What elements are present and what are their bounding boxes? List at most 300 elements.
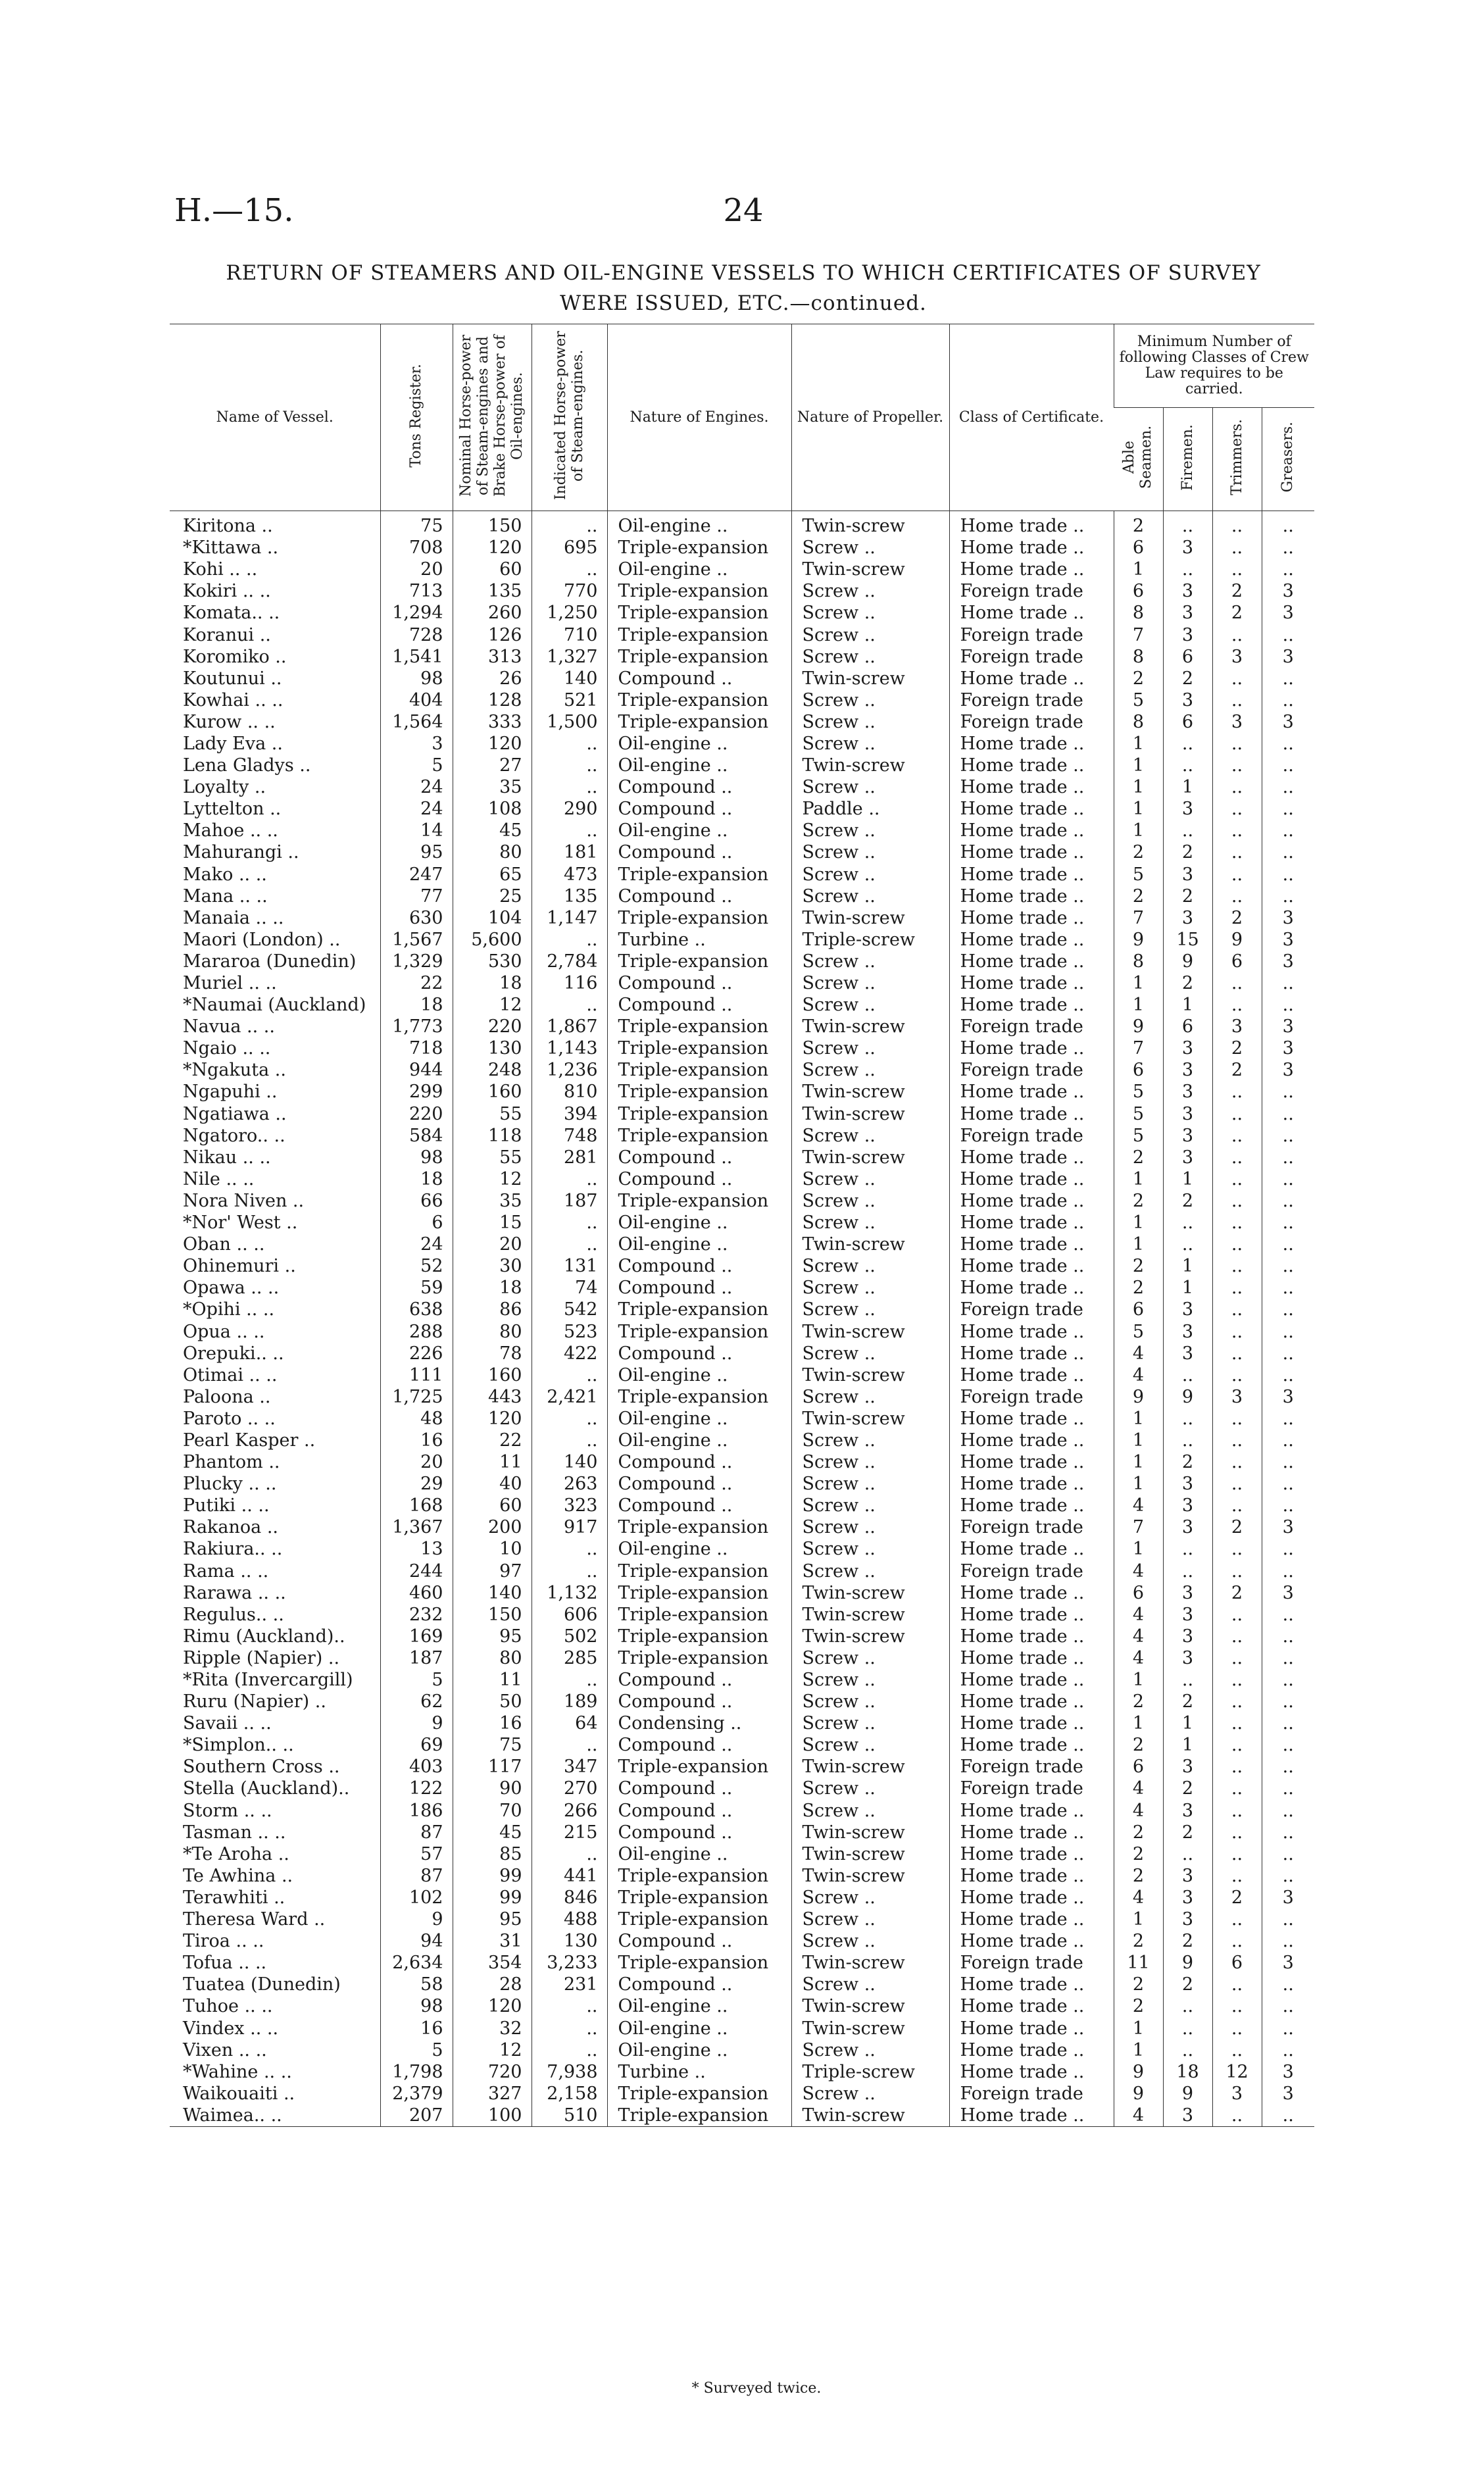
propeller-type-cell: Screw .. [791,1473,949,1495]
nominal-hp-cell: 12 [453,1168,532,1190]
indicated-hp-cell: 74 [532,1277,607,1299]
table-row [170,1734,1314,1756]
indicated-hp-cell: 917 [532,1516,607,1538]
able-seamen-cell: 4 [1114,1560,1163,1582]
nominal-hp-cell: 130 [453,1037,532,1059]
indicated-hp-cell: .. [532,820,607,841]
certificate-class-cell: Home trade .. [949,1930,1114,1952]
trimmers-cell: .. [1212,1190,1262,1212]
engine-type-cell: Compound .. [607,776,791,798]
trimmers-cell: .. [1212,1560,1262,1582]
certificate-class-cell: Home trade .. [949,1909,1114,1930]
propeller-type-cell: Screw .. [791,1909,949,1930]
trimmers-cell: .. [1212,1909,1262,1930]
tons-register-cell: 1,798 [380,2061,453,2083]
greasers-cell: 3 [1262,1386,1314,1408]
nominal-hp-cell: 120 [453,537,532,559]
propeller-type-cell: Paddle .. [791,798,949,820]
greasers-cell: .. [1262,886,1314,907]
tons-register-cell: 98 [380,668,453,689]
certificate-class-cell: Home trade .. [949,1712,1114,1734]
certificate-class-cell: Home trade .. [949,1734,1114,1756]
trimmers-cell: .. [1212,972,1262,994]
propeller-type-cell: Screw .. [791,1190,949,1212]
certificate-class-cell: Home trade .. [949,2039,1114,2061]
able-seamen-cell: 4 [1114,1626,1163,1647]
table-row [170,1495,1314,1516]
nominal-hp-cell: 80 [453,1647,532,1669]
table-row [170,1865,1314,1887]
able-seamen-cell: 5 [1114,1320,1163,1342]
trimmers-cell: .. [1212,1843,1262,1865]
trimmers-cell: .. [1212,755,1262,776]
engine-type-cell: Triple-expansion [607,1604,791,1626]
greasers-cell: .. [1262,1234,1314,1255]
able-seamen-cell: 7 [1114,1037,1163,1059]
table-row [170,820,1314,841]
nominal-hp-cell: 150 [453,1604,532,1626]
indicated-hp-cell: 510 [532,2105,607,2127]
greasers-cell: .. [1262,1691,1314,1712]
certificate-class-cell: Home trade .. [949,1430,1114,1451]
table-row [170,1277,1314,1299]
greasers-cell: 3 [1262,2083,1314,2105]
able-seamen-cell: 1 [1114,820,1163,841]
table-row [170,1843,1314,1865]
tons-register-cell: 13 [380,1538,453,1560]
tons-register-cell: 66 [380,1190,453,1212]
greasers-cell: .. [1262,1190,1314,1212]
trimmers-cell: 2 [1212,1582,1262,1604]
nominal-hp-cell: 20 [453,1234,532,1255]
firemen-cell: 3 [1163,1320,1212,1342]
firemen-cell: 1 [1163,1277,1212,1299]
propeller-type-cell: Screw .. [791,886,949,907]
certificate-class-cell: Home trade .. [949,1364,1114,1386]
vessel-name-cell: Koromiko .. [183,646,287,667]
indicated-hp-cell: .. [532,1408,607,1430]
engine-type-cell: Oil-engine .. [607,1538,791,1560]
greasers-cell: .. [1262,1974,1314,1995]
certificate-class-cell: Home trade .. [949,1843,1114,1865]
indicated-hp-cell: 140 [532,668,607,689]
propeller-type-cell: Screw .. [791,646,949,668]
greasers-cell: 3 [1262,1887,1314,1909]
greasers-cell: 3 [1262,711,1314,733]
firemen-cell: 2 [1163,1822,1212,1843]
greasers-cell: .. [1262,841,1314,863]
able-seamen-cell: 4 [1114,1887,1163,1909]
propeller-type-cell: Screw .. [791,689,949,711]
indicated-hp-cell: 285 [532,1647,607,1669]
indicated-hp-cell: 3,233 [532,1952,607,1974]
certificate-class-cell: Home trade .. [949,994,1114,1016]
nominal-hp-cell: 70 [453,1800,532,1822]
tons-register-cell: 187 [380,1647,453,1669]
able-seamen-cell: 2 [1114,1930,1163,1952]
nominal-hp-cell: 50 [453,1691,532,1712]
engine-type-cell: Compound .. [607,1255,791,1277]
greasers-cell: .. [1262,798,1314,820]
propeller-type-cell: Triple-screw [791,2061,949,2083]
firemen-cell: 15 [1163,929,1212,951]
propeller-type-cell: Screw .. [791,1516,949,1538]
certificate-class-cell: Home trade .. [949,1626,1114,1647]
indicated-hp-cell: 323 [532,1495,607,1516]
table-row [170,1364,1314,1386]
table-header [170,324,1314,511]
propeller-type-cell: Screw .. [791,1691,949,1712]
greasers-cell: .. [1262,511,1314,537]
nominal-hp-cell: 120 [453,733,532,755]
propeller-type-cell: Twin-screw [791,1234,949,1255]
trimmers-cell: 2 [1212,907,1262,929]
table-row [170,841,1314,863]
nominal-hp-cell: 95 [453,1626,532,1647]
firemen-cell: 9 [1163,2083,1212,2105]
tons-register-cell: 69 [380,1734,453,1756]
trimmers-cell: .. [1212,841,1262,863]
indicated-hp-cell: 2,421 [532,1386,607,1408]
tons-register-cell: 20 [380,1451,453,1473]
greasers-cell: 3 [1262,1016,1314,1037]
trimmers-cell: 3 [1212,646,1262,668]
nominal-hp-cell: 25 [453,886,532,907]
certificate-class-cell: Foreign trade [949,1299,1114,1320]
greasers-cell: .. [1262,624,1314,645]
engine-type-cell: Oil-engine .. [607,1430,791,1451]
firemen-cell: 9 [1163,951,1212,972]
indicated-hp-cell: 521 [532,689,607,711]
nominal-hp-cell: 443 [453,1386,532,1408]
tons-register-cell: 713 [380,580,453,602]
vessel-name-cell: Savaii .. .. [183,1713,272,1734]
propeller-type-cell: Screw .. [791,1386,949,1408]
firemen-cell: 9 [1163,1386,1212,1408]
nominal-hp-cell: 26 [453,668,532,689]
vessel-name-cell: Rakiura.. .. [183,1539,283,1560]
propeller-type-cell: Screw .. [791,1930,949,1952]
indicated-hp-cell: .. [532,2039,607,2061]
table-row [170,2017,1314,2039]
engine-type-cell: Compound .. [607,1473,791,1495]
table-row [170,559,1314,580]
trimmers-cell: 6 [1212,951,1262,972]
trimmers-cell: .. [1212,1995,1262,2017]
trimmers-cell: .. [1212,1147,1262,1168]
trimmers-cell: .. [1212,1604,1262,1626]
certificate-class-cell: Foreign trade [949,1059,1114,1081]
propeller-type-cell: Screw .. [791,1538,949,1560]
trimmers-cell: .. [1212,886,1262,907]
propeller-type-cell: Screw .. [791,537,949,559]
able-seamen-cell: 8 [1114,711,1163,733]
indicated-hp-cell: .. [532,1560,607,1582]
trimmers-cell: .. [1212,1626,1262,1647]
nominal-hp-cell: 128 [453,689,532,711]
able-seamen-cell: 2 [1114,841,1163,863]
indicated-hp-cell: .. [532,1843,607,1865]
nominal-hp-cell: 60 [453,1495,532,1516]
indicated-hp-cell: .. [532,1734,607,1756]
firemen-cell: .. [1163,2017,1212,2039]
greasers-cell: .. [1262,1125,1314,1147]
table-row [170,1103,1314,1125]
able-seamen-cell: 9 [1114,929,1163,951]
tons-register-cell: 1,367 [380,1516,453,1538]
indicated-hp-cell: 441 [532,1865,607,1887]
able-seamen-cell: 2 [1114,886,1163,907]
vessel-name-cell: Nile .. .. [183,1168,255,1189]
able-seamen-cell: 4 [1114,2105,1163,2127]
indicated-hp-cell: 266 [532,1800,607,1822]
certificate-class-cell: Foreign trade [949,1016,1114,1037]
table-row [170,511,1314,537]
indicated-hp-cell: 270 [532,1778,607,1799]
table-row [170,2105,1314,2127]
able-seamen-cell: 4 [1114,1800,1163,1822]
vessel-name-cell: *Kittawa .. [183,537,279,559]
trimmers-cell: .. [1212,1451,1262,1473]
greasers-cell: .. [1262,1734,1314,1756]
firemen-cell: 2 [1163,841,1212,863]
tons-register-cell: 94 [380,1930,453,1952]
certificate-class-cell: Home trade .. [949,1168,1114,1190]
table-row [170,1647,1314,1669]
greasers-cell: .. [1262,668,1314,689]
firemen-cell: 3 [1163,1626,1212,1647]
indicated-hp-cell: 2,158 [532,2083,607,2105]
engine-type-cell: Compound .. [607,994,791,1016]
table-row [170,1147,1314,1168]
indicated-hp-cell: 1,327 [532,646,607,668]
vessel-name-cell: Muriel .. .. [183,973,277,994]
propeller-type-cell: Twin-screw [791,559,949,580]
certificate-class-cell: Home trade .. [949,2017,1114,2039]
greasers-cell: .. [1262,1147,1314,1168]
engine-type-cell: Triple-expansion [607,711,791,733]
tons-register-cell: 708 [380,537,453,559]
nominal-hp-cell: 11 [453,1451,532,1473]
engine-type-cell: Compound .. [607,1974,791,1995]
firemen-cell: 3 [1163,624,1212,645]
propeller-type-cell: Screw .. [791,972,949,994]
tons-register-cell: 169 [380,1626,453,1647]
certificate-class-cell: Home trade .. [949,929,1114,951]
firemen-cell: 3 [1163,1909,1212,1930]
col-header-engines: Nature of Engines. [607,324,791,511]
tons-register-cell: 2,379 [380,2083,453,2105]
able-seamen-cell: 9 [1114,1016,1163,1037]
firemen-cell: 3 [1163,1516,1212,1538]
vessel-name-cell: Tiroa .. .. [183,1931,264,1952]
firemen-cell: 3 [1163,1887,1212,1909]
greasers-cell: .. [1262,776,1314,798]
table-row [170,864,1314,886]
trimmers-cell: .. [1212,820,1262,841]
table-row [170,1386,1314,1408]
vessel-name-cell: Putiki .. .. [183,1495,270,1516]
trimmers-cell: .. [1212,1495,1262,1516]
indicated-hp-cell: 422 [532,1343,607,1364]
vessel-name-cell: Loyalty .. [183,777,266,798]
able-seamen-cell: 2 [1114,1734,1163,1756]
firemen-cell: 3 [1163,1647,1212,1669]
trimmers-cell: .. [1212,1734,1262,1756]
engine-type-cell: Oil-engine .. [607,1212,791,1234]
greasers-cell: 3 [1262,646,1314,668]
table-row [170,733,1314,755]
propeller-type-cell: Screw .. [791,1800,949,1822]
tons-register-cell: 718 [380,1037,453,1059]
able-seamen-cell: 2 [1114,1255,1163,1277]
trimmers-cell: .. [1212,994,1262,1016]
vessel-name-cell: Storm .. .. [183,1800,272,1821]
trimmers-cell: .. [1212,1255,1262,1277]
greasers-cell: .. [1262,2105,1314,2127]
tons-register-cell: 57 [380,1843,453,1865]
certificate-class-cell: Home trade .. [949,798,1114,820]
indicated-hp-cell: .. [532,1168,607,1190]
firemen-cell: .. [1163,820,1212,841]
vessel-name-cell: Manaia .. .. [183,907,284,928]
vessel-name-cell: Tuatea (Dunedin) [183,1974,341,1995]
certificate-class-cell: Home trade .. [949,1691,1114,1712]
greasers-cell: .. [1262,1669,1314,1691]
nominal-hp-cell: 35 [453,776,532,798]
vessel-name-cell: Plucky .. .. [183,1474,277,1495]
able-seamen-cell: 2 [1114,668,1163,689]
indicated-hp-cell: 394 [532,1103,607,1125]
trimmers-cell: .. [1212,1778,1262,1799]
firemen-cell: .. [1163,2039,1212,2061]
tons-register-cell: 247 [380,864,453,886]
table-row [170,951,1314,972]
table-row [170,1582,1314,1604]
nominal-hp-cell: 160 [453,1081,532,1103]
nominal-hp-cell: 86 [453,1299,532,1320]
engine-type-cell: Triple-expansion [607,1909,791,1930]
propeller-type-cell: Screw .. [791,820,949,841]
vessel-survey-table [170,324,1314,2127]
propeller-type-cell: Screw .. [791,1669,949,1691]
trimmers-cell: 2 [1212,1887,1262,1909]
table-row [170,1538,1314,1560]
tons-register-cell: 5 [380,1669,453,1691]
propeller-type-cell: Screw .. [791,1299,949,1320]
nominal-hp-cell: 530 [453,951,532,972]
able-seamen-cell: 1 [1114,1168,1163,1190]
engine-type-cell: Triple-expansion [607,1865,791,1887]
certificate-class-cell: Home trade .. [949,776,1114,798]
able-seamen-cell: 7 [1114,1516,1163,1538]
engine-type-cell: Oil-engine .. [607,2039,791,2061]
tons-register-cell: 9 [380,1712,453,1734]
vessel-name-cell: Southern Cross .. [183,1757,340,1778]
able-seamen-cell: 2 [1114,1277,1163,1299]
indicated-hp-cell: 181 [532,841,607,863]
tons-register-cell: 16 [380,1430,453,1451]
indicated-hp-cell: .. [532,1669,607,1691]
engine-type-cell: Triple-expansion [607,951,791,972]
indicated-hp-cell: 215 [532,1822,607,1843]
table-row [170,646,1314,668]
table-row [170,1016,1314,1037]
engine-type-cell: Compound .. [607,1930,791,1952]
vessel-name-cell: Otimai .. .. [183,1364,278,1385]
able-seamen-cell: 4 [1114,1364,1163,1386]
nominal-hp-cell: 31 [453,1930,532,1952]
vessel-name-cell: Paroto .. .. [183,1408,276,1429]
nominal-hp-cell: 45 [453,1822,532,1843]
nominal-hp-cell: 118 [453,1125,532,1147]
able-seamen-cell: 1 [1114,755,1163,776]
greasers-cell: 3 [1262,1516,1314,1538]
nominal-hp-cell: 90 [453,1778,532,1799]
col-header-certificate: Class of Certificate. [949,324,1114,511]
vessel-name-cell: Tasman .. .. [183,1822,286,1843]
vessel-name-cell: *Wahine .. .. [183,2061,292,2082]
able-seamen-cell: 1 [1114,994,1163,1016]
able-seamen-cell: 1 [1114,1473,1163,1495]
trimmers-cell: .. [1212,2039,1262,2061]
propeller-type-cell: Screw .. [791,733,949,755]
able-seamen-cell: 2 [1114,1865,1163,1887]
greasers-cell: .. [1262,1451,1314,1473]
propeller-type-cell: Screw .. [791,1778,949,1799]
tons-register-cell: 944 [380,1059,453,1081]
greasers-cell: .. [1262,1081,1314,1103]
propeller-type-cell: Screw .. [791,1712,949,1734]
firemen-cell: .. [1163,755,1212,776]
certificate-class-cell: Home trade .. [949,1320,1114,1342]
tons-register-cell: 9 [380,1909,453,1930]
nominal-hp-cell: 60 [453,559,532,580]
indicated-hp-cell: .. [532,776,607,798]
engine-type-cell: Oil-engine .. [607,1408,791,1430]
able-seamen-cell: 1 [1114,1712,1163,1734]
firemen-cell: .. [1163,1430,1212,1451]
table-row [170,994,1314,1016]
engine-type-cell: Triple-expansion [607,646,791,668]
greasers-cell: .. [1262,2039,1314,2061]
engine-type-cell: Triple-expansion [607,2083,791,2105]
tons-register-cell: 18 [380,1168,453,1190]
firemen-cell: 3 [1163,1343,1212,1364]
vessel-name-cell: Paloona .. [183,1386,271,1407]
vessel-name-cell: Kokiri .. .. [183,581,271,602]
greasers-cell: .. [1262,1756,1314,1778]
trimmers-cell: .. [1212,624,1262,645]
able-seamen-cell: 2 [1114,1843,1163,1865]
tons-register-cell: 62 [380,1691,453,1712]
firemen-cell: 2 [1163,1451,1212,1473]
greasers-cell: .. [1262,1299,1314,1320]
col-header-tons: Tons Register. [380,324,453,511]
able-seamen-cell: 1 [1114,1408,1163,1430]
greasers-cell: .. [1262,1626,1314,1647]
indicated-hp-cell: 606 [532,1604,607,1626]
indicated-hp-cell: .. [532,559,607,580]
certificate-class-cell: Foreign trade [949,1386,1114,1408]
indicated-hp-cell: 1,147 [532,907,607,929]
greasers-cell: .. [1262,1495,1314,1516]
engine-type-cell: Triple-expansion [607,1190,791,1212]
certificate-class-cell: Foreign trade [949,646,1114,668]
able-seamen-cell: 6 [1114,1756,1163,1778]
table-row [170,1408,1314,1430]
propeller-type-cell: Screw .. [791,1037,949,1059]
